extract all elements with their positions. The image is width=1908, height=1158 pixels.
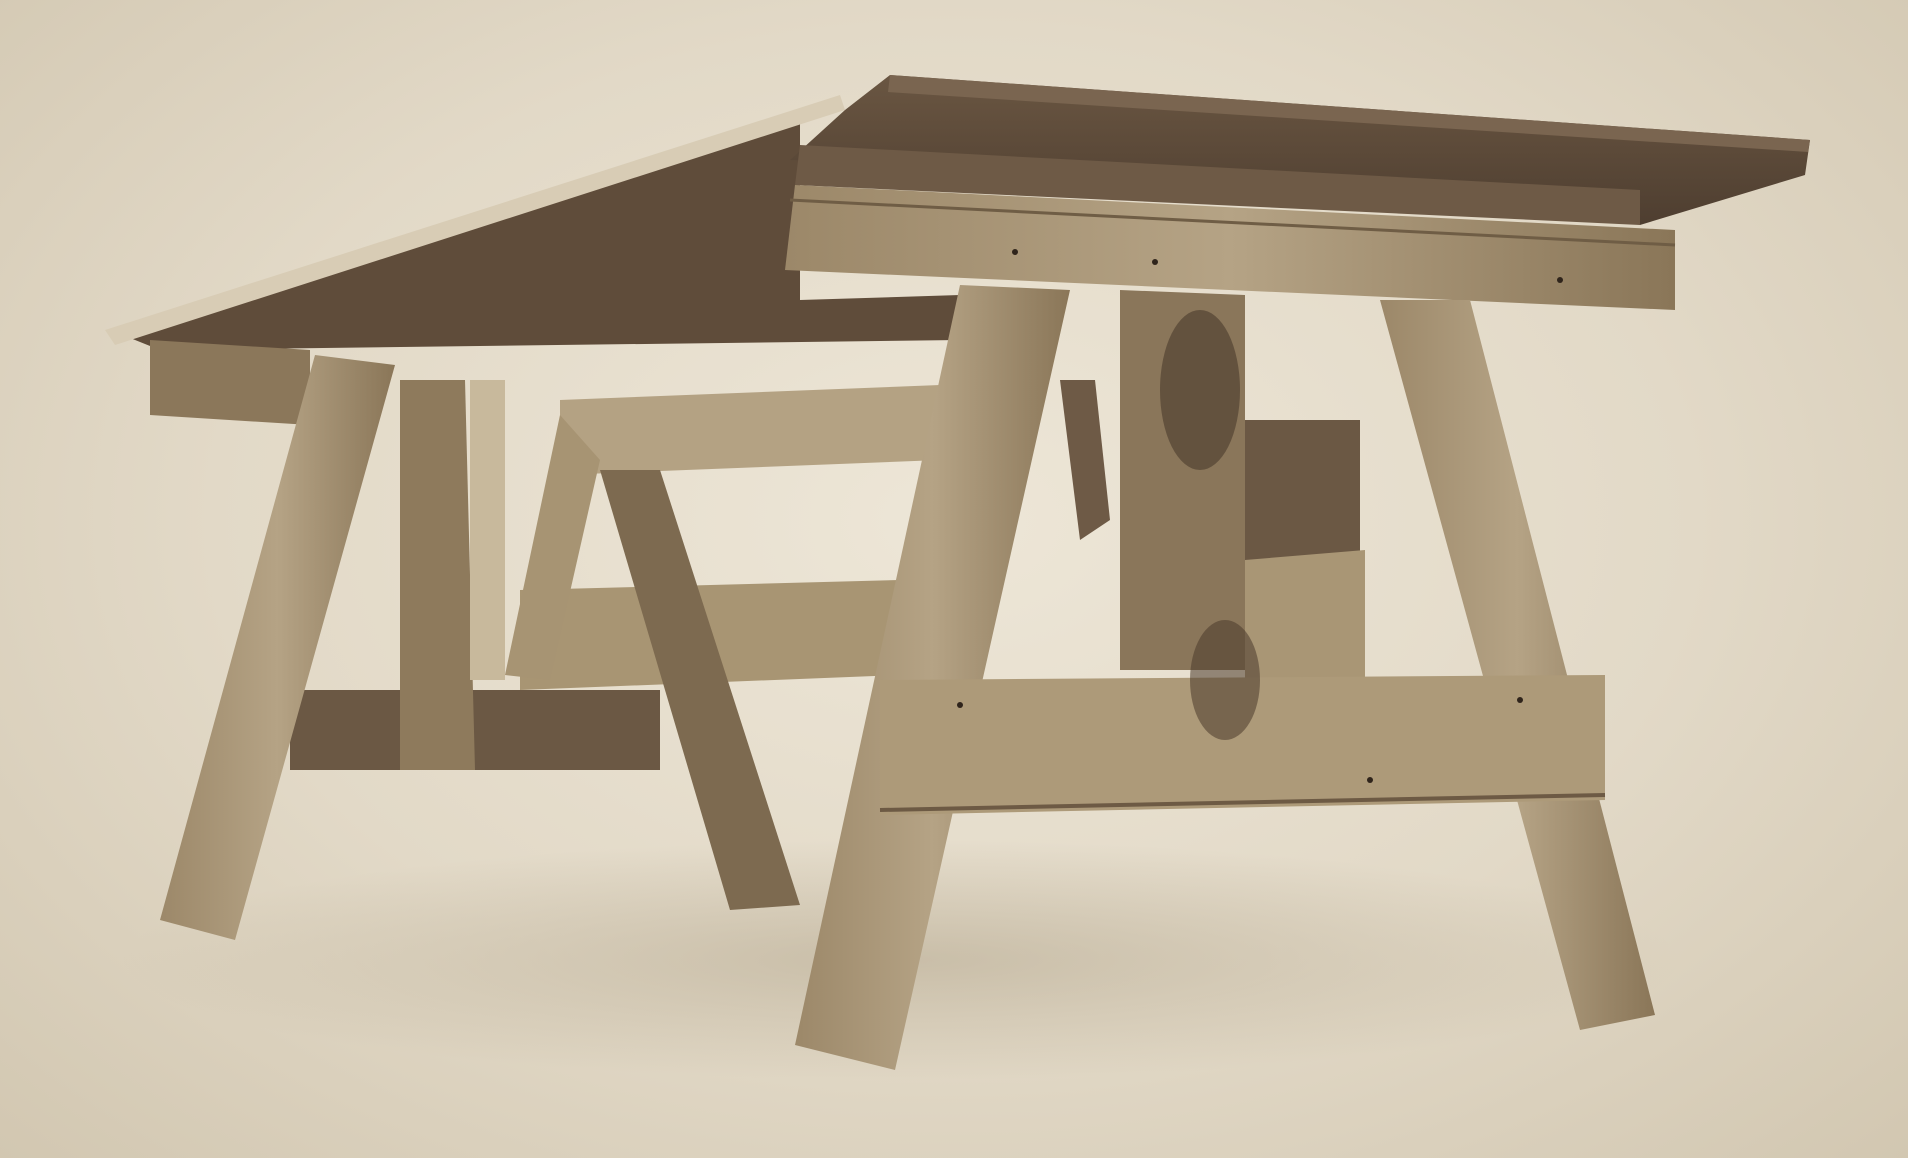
left-apron (150, 340, 310, 425)
right-back-panel-dark (1245, 420, 1360, 560)
wood-knot-2 (1190, 620, 1260, 740)
left-post (470, 380, 505, 680)
nail-1 (1012, 249, 1018, 255)
nail-2 (1152, 259, 1158, 265)
nail-5 (1517, 697, 1523, 703)
wood-knot-1 (1160, 310, 1240, 470)
left-leg-rear (400, 380, 475, 770)
back-crossbar (560, 385, 940, 475)
left-low-rail (290, 690, 660, 770)
right-back-panel-light (1245, 550, 1365, 685)
left-leg-front (160, 355, 395, 940)
nail-3 (1557, 277, 1563, 283)
nail-4 (957, 702, 963, 708)
right-front-leg-diagonal (1060, 380, 1110, 540)
nail-6 (1367, 777, 1373, 783)
